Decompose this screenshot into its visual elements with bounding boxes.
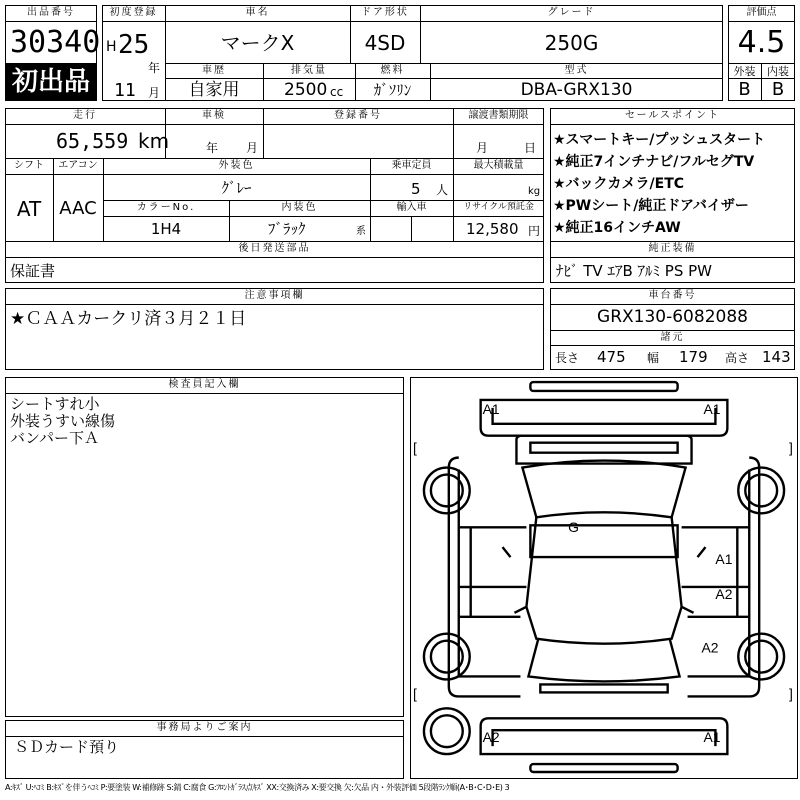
model: DBA-GRX130 — [520, 80, 633, 100]
height: 143 — [762, 348, 791, 366]
length-label: 長さ — [555, 351, 580, 365]
bracket-mark: [ — [412, 685, 417, 702]
history: 自家用 — [188, 80, 240, 100]
inspector-notes — [10, 396, 115, 447]
car-name-label: 車名 — [245, 7, 270, 18]
plate-label: 登録番号 — [334, 110, 382, 121]
history-label: 車歴 — [202, 65, 226, 76]
first-reg-label: 初度登録 — [109, 7, 158, 18]
damage-mark: A2 — [482, 729, 500, 746]
interior-grade-label: 内装 — [767, 65, 789, 78]
capacity-unit: 人 — [436, 183, 449, 197]
damage-mark: A1 — [482, 400, 500, 417]
height-label: 高さ — [725, 351, 750, 365]
length: 475 — [597, 348, 626, 366]
grade: 250G — [544, 31, 599, 55]
capacity-label: 乗車定員 — [391, 160, 432, 171]
int-color-label: 内装色 — [281, 202, 318, 213]
sales-points-label: セールスポイント — [624, 110, 721, 121]
lot-number-label: 出品番号 — [27, 7, 75, 18]
import-label: 輸入車 — [396, 202, 427, 213]
reg-month-unit: 月 — [148, 86, 161, 100]
displacement-unit: cc — [330, 85, 344, 99]
recycle-unit: 円 — [528, 224, 541, 238]
notes: ★ＣＡＡカークリ済３月２１日 — [10, 309, 247, 329]
model-label: 型式 — [564, 65, 589, 76]
chassis-number: GRX130-6082088 — [597, 307, 748, 327]
transfer-day-unit: 日 — [524, 141, 537, 155]
damage-mark: A2 — [715, 585, 733, 602]
width: 179 — [679, 348, 708, 366]
reg-year: 25 — [118, 30, 150, 60]
displacement-label: 排気量 — [291, 65, 327, 76]
mileage: 65,559 — [56, 129, 129, 153]
sales-points-list — [553, 129, 793, 239]
equipment-label: 純正装備 — [648, 243, 697, 254]
ac-label: エアコン — [58, 160, 98, 171]
door-type: 4SD — [364, 31, 406, 55]
color-no: 1H4 — [150, 220, 182, 238]
mileage-label: 走行 — [73, 110, 97, 121]
damage-mark: G — [568, 519, 580, 536]
car-name: マークX — [220, 31, 295, 55]
inspector-label: 検査員記入欄 — [168, 379, 241, 390]
score-label: 評価点 — [746, 7, 777, 18]
fuel: ｶﾞｿﾘﾝ — [373, 81, 412, 99]
legend: A:ｷｽﾞ U:ﾍｺﾐ B:ｷｽﾞを伴うﾍｺﾐ P:要塗装 W:補修跡 S:錆 C:腐食 G:ﾌﾛﾝﾄｶﾞﾗｽ点ｷｽﾞ XX:交換済み X:要交換 欠:欠品 内・外装評価 5段階ﾗﾝｸ順(A･B･C･D･E) 3 — [5, 783, 510, 792]
load-label: 最大積載量 — [473, 160, 524, 171]
load-unit: kg — [528, 186, 541, 197]
era: H — [106, 39, 117, 55]
office-note: ＳＤカード預り — [14, 738, 120, 756]
damage-mark: A1 — [703, 729, 721, 746]
inspection-year-unit: 年 — [206, 141, 219, 155]
width-label: 幅 — [647, 351, 660, 365]
recycle: 12,580 — [466, 220, 519, 238]
bracket-mark: ] — [789, 685, 793, 702]
first-listing-text: 初出品 — [11, 67, 90, 97]
exterior-grade: B — [738, 79, 751, 100]
shift-label: シフト — [14, 160, 44, 171]
ac: AAC — [59, 198, 97, 219]
ext-color-label: 外装色 — [218, 160, 255, 171]
transfer-month-unit: 月 — [476, 141, 489, 155]
office-label: 事務局よりご案内 — [156, 722, 253, 733]
ext-color: ｸﾞﾚｰ — [221, 179, 252, 197]
color-no-label: カラーNo. — [136, 202, 196, 213]
sales-point-item: ★スマートキー/プッシュスタート — [553, 132, 766, 148]
bracket-mark: ] — [789, 439, 793, 456]
notes-label: 注意事項欄 — [244, 290, 305, 301]
reg-year-unit: 年 — [148, 61, 161, 75]
car-outline-svg — [411, 378, 797, 778]
mileage-unit: km — [138, 129, 170, 153]
inspector-line: バンパー下Ａ — [10, 429, 99, 447]
reg-month: 11 — [114, 80, 136, 101]
inspector-line: 外装うすい線傷 — [10, 412, 116, 430]
capacity: 5 — [411, 180, 421, 198]
shift: AT — [16, 197, 42, 221]
sales-point-item: ★バックカメラ/ETC — [553, 176, 685, 192]
inspection-label: 車検 — [202, 110, 226, 121]
bracket-mark: [ — [412, 439, 417, 456]
damage-mark: A1 — [703, 400, 721, 417]
exterior-grade-label: 外装 — [733, 65, 756, 78]
grade-label: グレード — [547, 7, 596, 18]
displacement: 2500 — [284, 80, 328, 100]
lot-number: 30340 — [10, 25, 101, 60]
int-color: ﾌﾞﾗｯｸ — [268, 220, 306, 238]
door-label: ドア形状 — [361, 7, 409, 18]
damage-mark: A1 — [715, 551, 733, 568]
vehicle-damage-diagram — [410, 377, 798, 779]
recycle-label: リサイクル預託金 — [463, 202, 534, 212]
int-color-suffix: 系 — [356, 226, 366, 237]
inspection-month-unit: 月 — [246, 141, 259, 155]
interior-grade: B — [771, 79, 785, 100]
sales-point-item: ★純正7インチナビ/フルセグTV — [553, 154, 755, 170]
dims-label: 諸元 — [660, 332, 685, 343]
equipment: ﾅﾋﾞ TV ｴｱB ｱﾙﾐ PS PW — [556, 262, 712, 280]
chassis-label: 車台番号 — [648, 290, 697, 301]
sales-point-item: ★純正16インチAW — [553, 220, 681, 236]
transfer-label: 譲渡書類期限 — [468, 110, 529, 121]
damage-mark: A2 — [701, 639, 719, 656]
sales-point-item: ★PWシート/純正ドアバイザー — [553, 198, 749, 214]
fuel-label: 燃料 — [380, 65, 405, 76]
later-parts: 保証書 — [10, 262, 56, 280]
later-parts-label: 後日発送部品 — [238, 243, 311, 254]
score: 4.5 — [737, 25, 786, 60]
inspector-line: シートすれ小 — [10, 395, 100, 413]
